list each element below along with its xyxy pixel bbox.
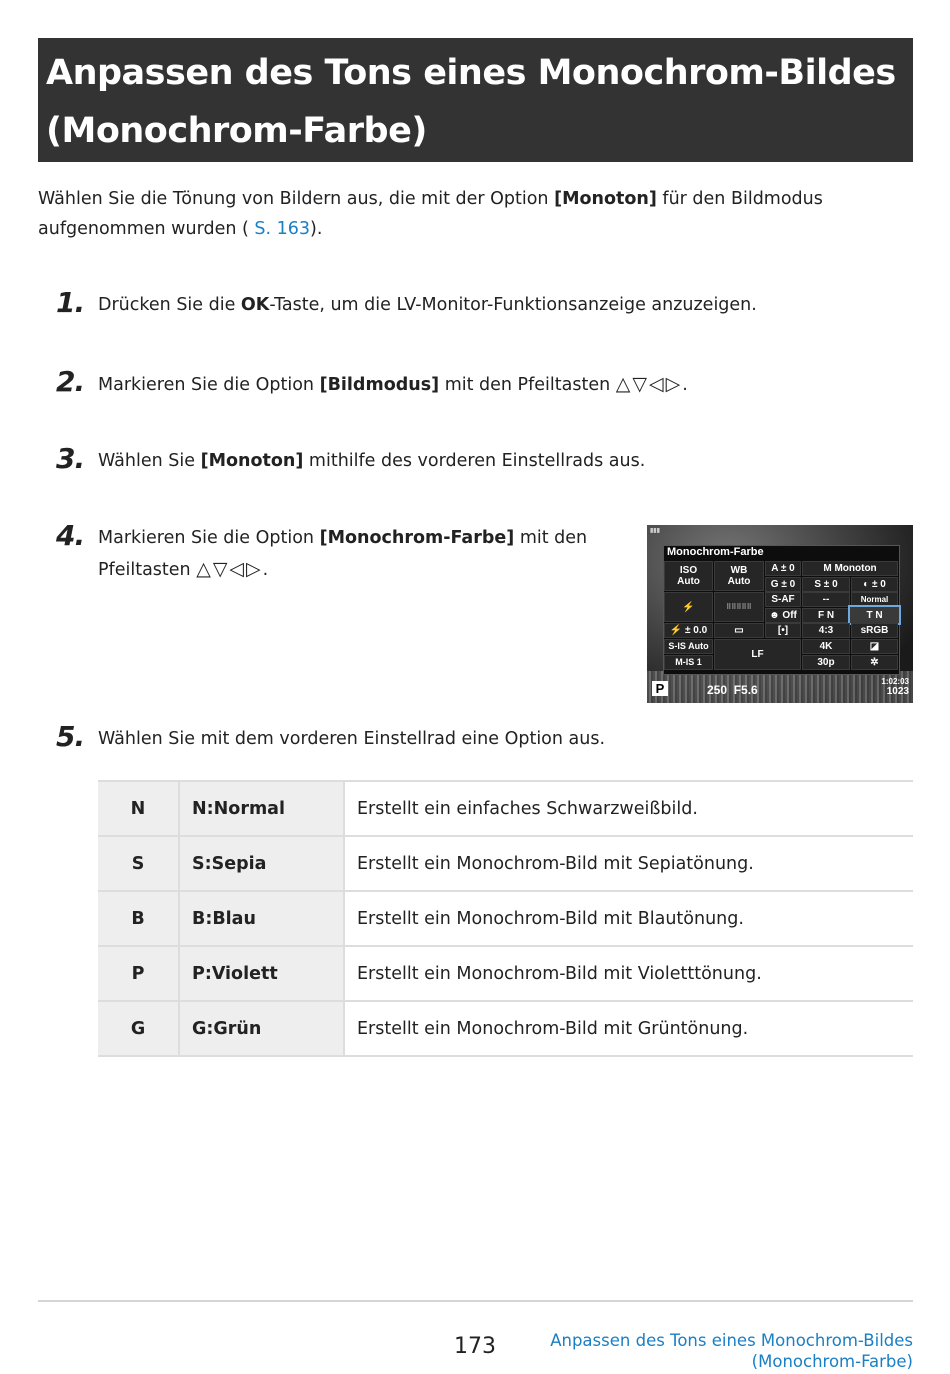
step-text-part: Wählen Sie (98, 451, 201, 471)
sharpness-cell: S ± 0 (802, 577, 850, 592)
footer-divider (38, 1300, 913, 1302)
option-description: Erstellt ein Monochrom-Bild mit Violetttönung. (344, 946, 913, 1001)
monochrome-color-cell: T N (848, 605, 901, 625)
remaining-shots: 1023 (886, 686, 909, 697)
option-code: S (98, 836, 179, 891)
option-code: P (98, 946, 179, 1001)
intro-bold: [Monoton] (554, 189, 657, 209)
shooting-mode-badge: P (652, 681, 668, 696)
arrow-keys-icon: △▽◁▷ (196, 558, 263, 580)
intro-text-1: Wählen Sie die Tönung von Bildern aus, die mit der Option (38, 189, 555, 209)
aperture-value: F5.6 (733, 683, 758, 697)
step-text-part: Markieren Sie die Option (98, 528, 320, 548)
option-code: B (98, 891, 179, 946)
page-title-line-2: (Monochrom-Farbe) (46, 111, 427, 151)
iso-cell: ISO Auto (664, 561, 713, 591)
gradation-cell: Normal (851, 592, 898, 607)
step-text-part: Drücken Sie die (98, 295, 241, 315)
step-text (98, 446, 918, 477)
camera-ground (647, 671, 913, 703)
step-text-part: -Taste, um die LV-Monitor-Funktionsanzeige anzuzeigen. (269, 295, 757, 315)
step-text (98, 724, 918, 755)
monochrome-color-options-table (98, 780, 913, 1057)
filter-effect-cell: F N (802, 608, 850, 623)
step-number: 5. (56, 720, 85, 753)
page-title-line-1: Anpassen des Tons eines Monochrom-Bildes (46, 53, 896, 93)
step-text-part: . (262, 560, 269, 580)
step-text-bold: [Bildmodus] (319, 375, 440, 395)
option-description: Erstellt ein einfaches Schwarzweißbild. (344, 781, 913, 836)
intro-text-3: ). (310, 219, 323, 239)
option-name: N:Normal (179, 781, 344, 836)
wb-g-cell: G ± 0 (765, 577, 801, 592)
footer-title-line-1[interactable]: Anpassen des Tons eines Monochrom-Bildes (550, 1331, 913, 1350)
step-text-part: . (682, 375, 688, 395)
step-text-part: Wählen Sie mit dem vorderen Einstellrad eine Option aus. (98, 729, 606, 749)
step-text-part: Markieren Sie die Option (98, 375, 320, 395)
option-description: Erstellt ein Monochrom-Bild mit Grüntönung. (344, 1001, 913, 1056)
contrast-cell: ◐ ± 0 (851, 577, 898, 592)
option-code: N (98, 781, 179, 836)
flash-compensation-cell: ⚡ ± 0.0 (664, 623, 713, 638)
step-text-bold: [Monoton] (200, 451, 304, 471)
wb-a-cell: A ± 0 (765, 561, 801, 576)
step-text (98, 369, 918, 401)
option-name: P:Violett (179, 946, 344, 1001)
dash-cell: -- (802, 592, 850, 607)
table-row (98, 781, 913, 836)
picture-mode-cell: M Monoton (802, 561, 898, 576)
color-space-cell: sRGB (851, 623, 898, 638)
image-quality-cell: LF (714, 639, 801, 670)
frame-rate-cell: 30p (802, 655, 850, 670)
drive-mode-cell: ▭ (714, 623, 764, 638)
footer-title-line-2[interactable]: (Monochrom-Farbe) (751, 1352, 913, 1371)
wb-cell: WB Auto (714, 561, 764, 591)
table-row (98, 1001, 913, 1056)
exposure-readout (707, 683, 758, 697)
step-text (98, 523, 598, 586)
option-description: Erstellt ein Monochrom-Bild mit Sepiatönung. (344, 836, 913, 891)
step-text (98, 290, 918, 321)
step-text-part: mithilfe des vorderen Einstellrads aus. (303, 451, 646, 471)
battery-icon: ▮▮▮ (650, 528, 660, 534)
page-number: 173 (454, 1334, 496, 1359)
intro-paragraph (38, 184, 898, 244)
step-number: 4. (56, 519, 85, 552)
edit-icon: ◪ (851, 639, 898, 654)
step-number: 2. (56, 365, 85, 398)
option-description: Erstellt ein Monochrom-Bild mit Blautönung. (344, 891, 913, 946)
step-text-bold: OK (240, 295, 270, 315)
step-text-bold: [Monochrom-Farbe] (319, 528, 515, 548)
panel-title: Monochrom-Farbe (667, 546, 764, 558)
af-target-grid: ⠿⠿⠿⠿⠿ (714, 592, 764, 622)
step-text-part: mit den Pfeiltasten (439, 375, 616, 395)
metering-cell: [•] (765, 623, 801, 638)
step-text-part: mit den Pfeiltasten (98, 528, 588, 580)
option-code: G (98, 1001, 179, 1056)
footer-section-link[interactable] (550, 1330, 913, 1372)
image-stabilizer-cell: S-IS Auto (664, 639, 713, 654)
video-resolution-cell: 4K (802, 639, 850, 654)
page-reference-link[interactable]: S. 163 (254, 219, 311, 239)
recording-info (881, 677, 909, 697)
aspect-ratio-cell: 4:3 (802, 623, 850, 638)
flash-icon: ⚡ (664, 592, 713, 622)
recording-time: 1:02:03 (881, 677, 909, 686)
movie-stabilizer-cell: M-IS 1 (664, 655, 713, 670)
table-row (98, 836, 913, 891)
settings-gear-icon: ✲ (851, 655, 898, 670)
af-mode-cell: S-AF (765, 592, 801, 607)
camera-monitor-screenshot (647, 525, 913, 703)
face-priority-cell: ☻ Off (765, 608, 801, 623)
step-number: 1. (56, 286, 85, 319)
intro-text-2: für den Bildmodus aufgenommen wurden ( (38, 189, 823, 239)
option-name: S:Sepia (179, 836, 344, 891)
arrow-keys-icon: △▽◁▷ (615, 373, 683, 395)
option-name: B:Blau (179, 891, 344, 946)
table-row (98, 891, 913, 946)
option-name: G:Grün (179, 1001, 344, 1056)
step-number: 3. (56, 442, 85, 475)
shutter-speed: 250 (707, 683, 728, 697)
table-row (98, 946, 913, 1001)
page-title (46, 44, 905, 160)
page-title-bar (38, 38, 913, 162)
